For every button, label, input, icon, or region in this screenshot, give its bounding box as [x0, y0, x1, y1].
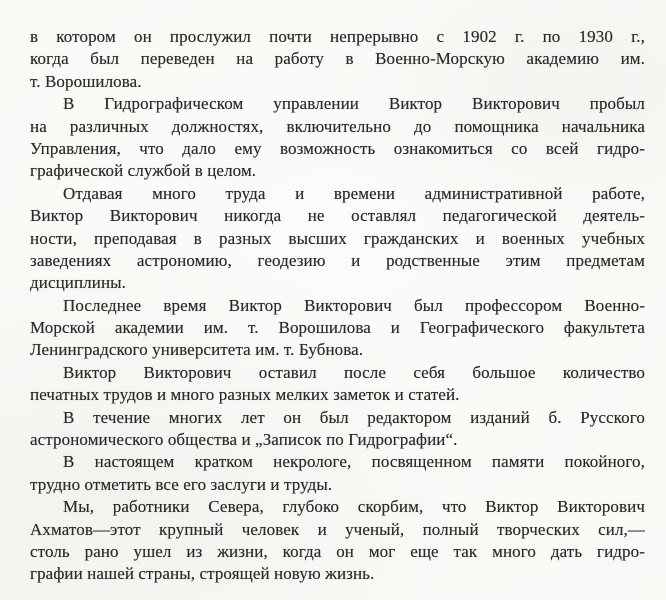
paragraph — [30, 407, 645, 452]
body-text — [30, 26, 645, 586]
text-line: в котором он прослужил почти непрерывно с 1902 г. по 1930 г., — [30, 27, 645, 46]
text-line: В течение многих лет он был редактором изданий б. Русского — [63, 407, 645, 427]
text-line: дисциплины. — [30, 273, 127, 293]
text-line: графии нашей страны, строящей новую жизнь. — [30, 564, 375, 584]
text-line: Управления, что дало ему возможность ознакомиться со всей гидро- — [30, 138, 645, 158]
text-line: В Гидрографическом управлении Виктор Викторович пробыл — [63, 94, 645, 114]
text-line: трудно отметить все его заслуги и труды. — [30, 474, 333, 494]
paragraph — [30, 362, 645, 407]
text-line: Морской академии им. т. Ворошилова и Географического факультета — [30, 318, 645, 338]
text-line: В настоящем кратком некрологе, посвященном памяти покойного, — [63, 452, 645, 472]
paragraph — [30, 183, 645, 295]
text-line: графической службой в целом. — [30, 161, 257, 181]
text-line: астрономического общества и „Записок по Гидрографии“. — [30, 430, 458, 450]
text-line: Виктор Викторович оставил после себя большое количество — [63, 362, 645, 382]
text-line: столь рано ушел из жизни, когда он мог еще так много дать гидро- — [30, 541, 645, 561]
paragraph — [30, 26, 645, 93]
text-line: Последнее время Виктор Викторович был профессором Военно- — [63, 295, 645, 315]
paragraph — [30, 451, 645, 496]
paragraph — [30, 496, 645, 586]
paragraph — [30, 295, 645, 362]
paragraph — [30, 93, 645, 183]
text-line: Ахматов—этот крупный человек и ученый, полный творческих сил,— — [30, 519, 645, 539]
text-line: печатных трудов и много разных мелких заметок и статей. — [30, 385, 460, 405]
text-line: заведениях астрономию, геодезию и родственные этим предметам — [30, 250, 645, 270]
text-line: ности, преподавая в разных высших гражданских и военных учебных — [30, 228, 645, 248]
text-line: Отдавая много труда и времени административной работе, — [63, 183, 645, 203]
text-line: т. Ворошилова. — [30, 71, 142, 91]
text-line: Виктор Викторович никогда не оставлял педагогической деятель- — [30, 206, 645, 226]
text-line: на различных должностях, включительно до помощника начальника — [30, 116, 645, 136]
text-line: Мы, работники Севера, глубоко скорбим, что Виктор Викторович — [63, 497, 645, 517]
text-line: когда был переведен на работу в Военно-Морскую академию им. — [30, 49, 645, 69]
text-line: Ленинградского университета им. т. Бубнова. — [30, 340, 364, 360]
